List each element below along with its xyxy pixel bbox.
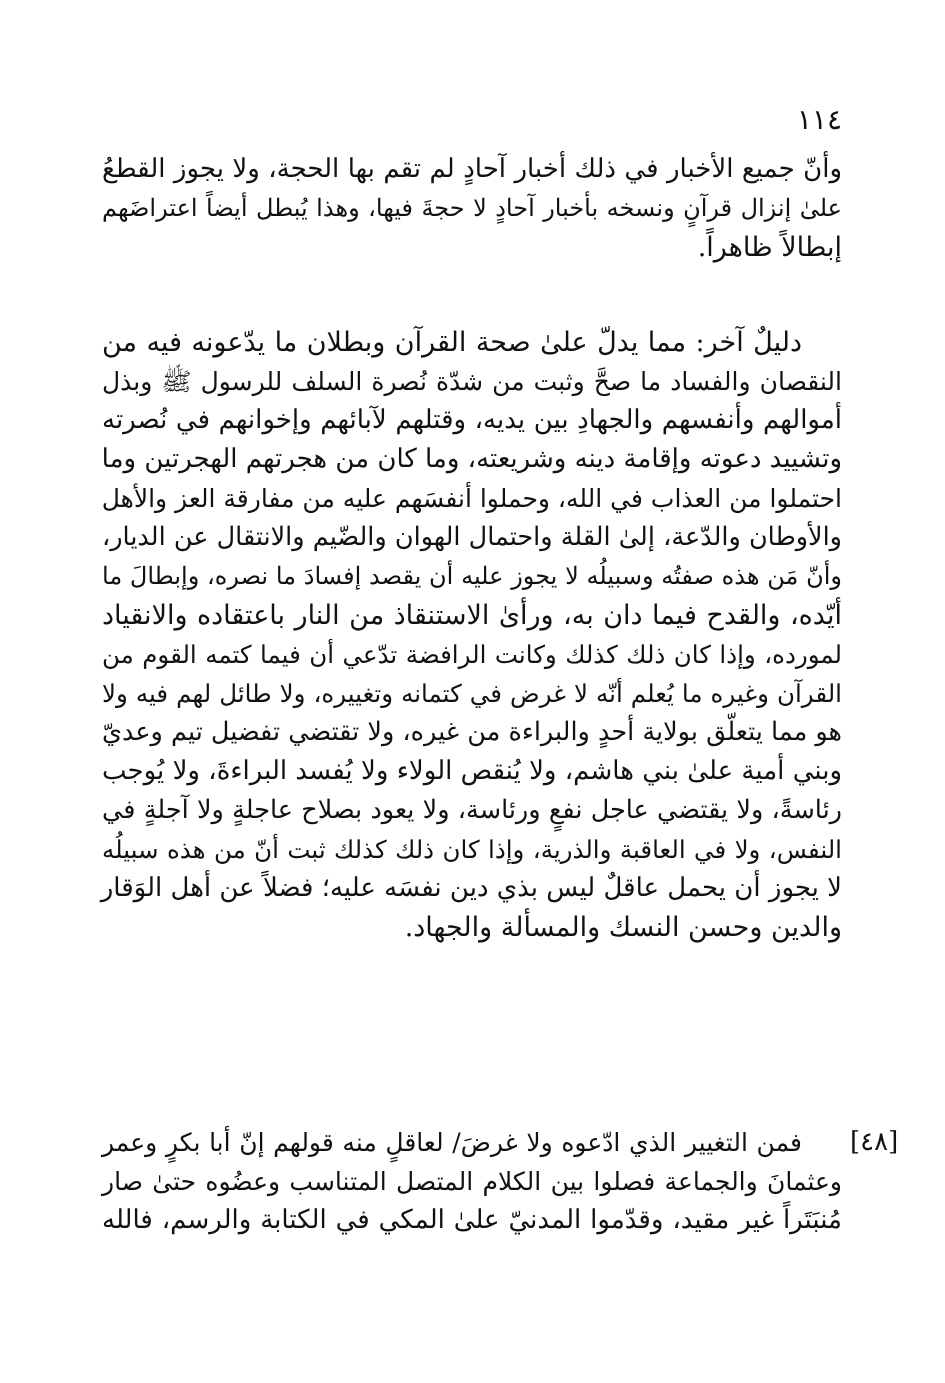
text-line: هو مما يتعلّق بولاية أحدٍ والبراءة من غيره، ولا تقتضي تفضيل تيم وعديّ: [102, 717, 842, 747]
text-line: دليلٌ آخر: مما يدلّ علىٰ صحة القرآن وبطلان ما يدّعونه فيه من: [102, 327, 802, 358]
text-line: علىٰ إنزال قرآنٍ ونسخه بأخبار آحادٍ لا حجةَ فيها، وهذا يُبطل أيضاً اعتراضَهم: [102, 194, 842, 222]
paragraph-2: [102, 323, 842, 947]
text-line: النفس، ولا في العاقبة والذرية، وإذا كان ذلك كذلك ثبت أنّ من هذه سبيلُه: [102, 835, 842, 864]
text-line: والدين وحسن النسك والمسألة والجهاد.: [404, 912, 842, 943]
text-line: وأنّ جميع الأخبار في ذلك أخبار آحادٍ لم تقم بها الحجة، ولا يجوز القطعُ: [102, 154, 842, 184]
text-line: إبطالاً ظاهراً.: [697, 232, 842, 263]
text-line: احتملوا من العذاب في الله، وحملوا أنفسَهم عليه من مفارقة العز والأهل: [101, 484, 842, 513]
margin-reference: [٤٨]: [850, 1127, 899, 1157]
text-line: وبني أمية علىٰ بني هاشم، ولا يُنقص الولاء ولا يُفسد البراءةَ، ولا يُوجب: [102, 756, 842, 786]
text-line: لمورده، وإذا كان ذلك كذلك وكانت الرافضة تدّعي أن فيما كتمه القوم من: [102, 640, 842, 669]
text-line: مُنبَتَراً غير مقيد، وقدّموا المدنيّ علىٰ المكي في الكتابة والرسم، فالله: [102, 1205, 842, 1235]
text-line: أموالهم وأنفسهم والجهادِ بين يديه، وقتلهم لآبائهم وإخوانهم في نُصرته: [102, 405, 842, 435]
text-line: وأنّ مَن هذه صفتُه وسبيلُه لا يجوز عليه أن يقصد إفسادَ ما نصره، وإبطالَ ما: [102, 562, 842, 590]
text-line: وتشييد دعوته وإقامة دينه وشريعته، وما كان من هجرتهم الهجرتين وما: [101, 444, 842, 474]
text-line: لا يجوز أن يحمل عاقلٌ ليس بذي دين نفسَه عليه؛ فضلاً عن أهل الوَقار: [100, 873, 842, 903]
paragraph-3: [102, 1123, 842, 1240]
text-line: القرآن وغيره ما يُعلم أنّه لا غرض في كتمانه وتغييره، ولا طائل لهم فيه ولا: [102, 679, 842, 708]
text-line: والأوطان والدّعة، إلىٰ القلة واحتمال الهوان والضّيم والانتقال عن الديار،: [102, 522, 842, 552]
paragraph-1: [102, 150, 842, 267]
text-line: أيّده، والقدح فيما دان به، ورأىٰ الاستنقاذ من النار باعتقاده والانقياد: [102, 600, 842, 631]
page-number: ١١٤: [796, 103, 842, 136]
text-line: النقصان والفساد ما صحَّ وثبت من شدّة نُصرة السلف للرسول ﷺ وبذل: [102, 367, 842, 396]
text-line: رئاسةً، ولا يقتضي عاجل نفعٍ ورئاسة، ولا يعود بصلاح عاجلةٍ ولا آجلةٍ في: [102, 795, 842, 825]
text-line: فمن التغيير الذي ادّعوه ولا غرضَ/ لعاقلٍ منه قولهم إنّ أبا بكرٍ وعمر: [102, 1128, 802, 1157]
text-line: وعثمانَ والجماعة فصلوا بين الكلام المتصل المتناسب وعضُوه حتىٰ صار: [102, 1167, 842, 1196]
